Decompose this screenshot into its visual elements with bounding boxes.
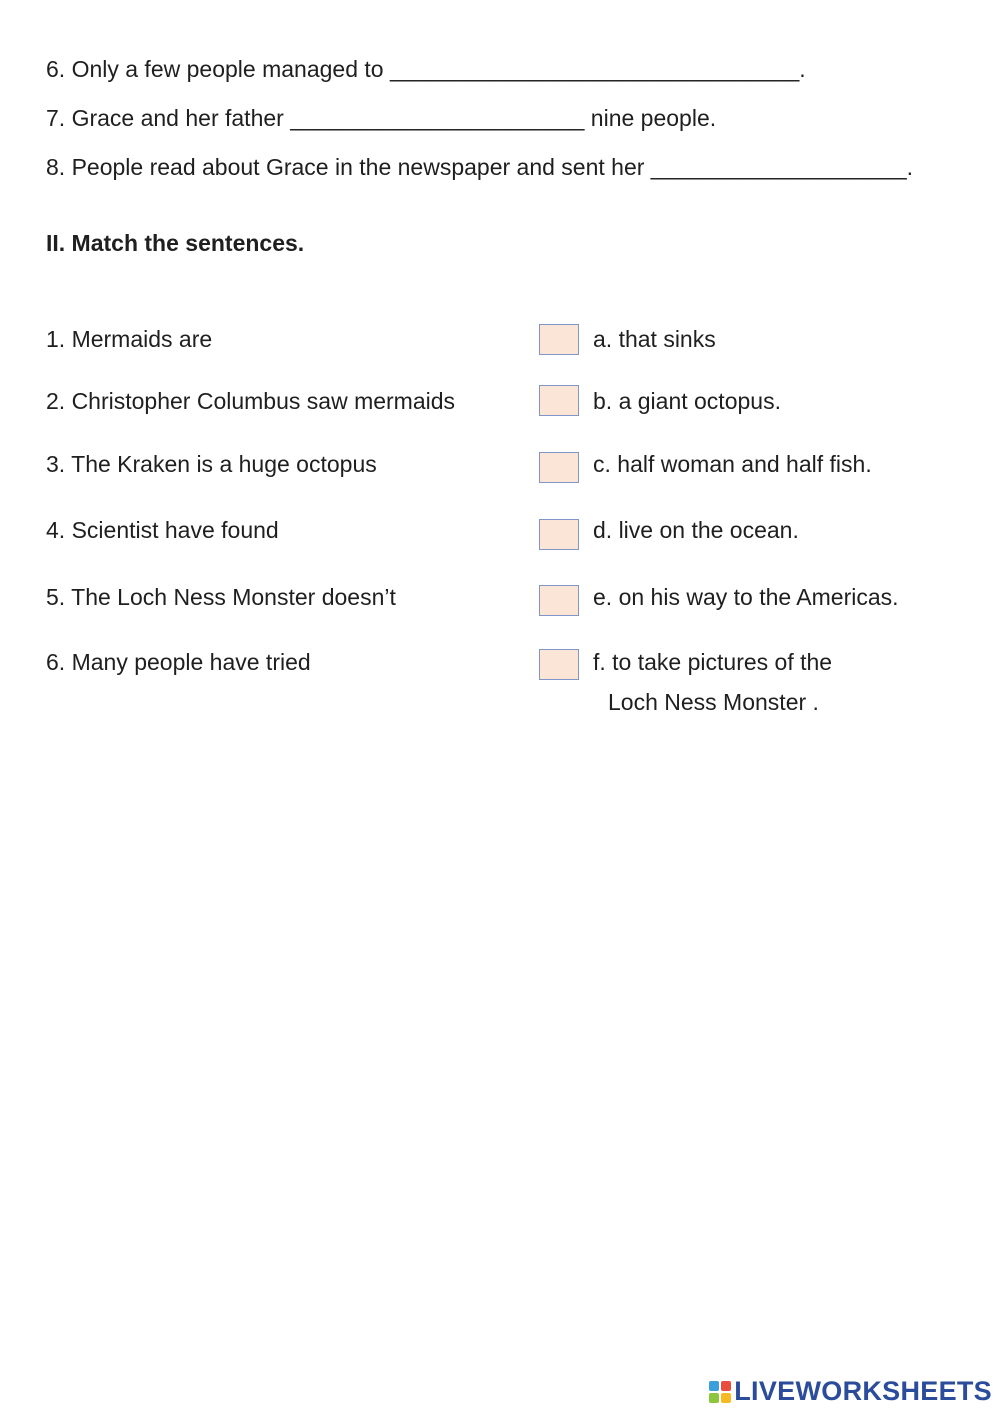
match-left-5: 5. The Loch Ness Monster doesn’t: [46, 584, 396, 610]
answer-box-4[interactable]: [539, 519, 579, 550]
fill-in-sentence-6: 6. Only a few people managed to ________________________________.: [46, 56, 806, 82]
liveworksheets-logo-icon: [709, 1381, 731, 1403]
match-left-6: 6. Many people have tried: [46, 649, 311, 675]
answer-box-2[interactable]: [539, 385, 579, 416]
match-right-f: f. to take pictures of the: [593, 649, 833, 675]
match-left-2: 2. Christopher Columbus saw mermaids: [46, 388, 456, 414]
match-left-3: 3. The Kraken is a huge octopus: [46, 451, 377, 477]
answer-box-5[interactable]: [539, 585, 579, 616]
match-right-a: a. that sinks: [593, 326, 716, 352]
match-right-e: e. on his way to the Americas.: [593, 584, 899, 610]
section-heading: II. Match the sentences.: [46, 230, 305, 256]
match-right-d: d. live on the ocean.: [593, 517, 799, 543]
answer-box-1[interactable]: [539, 324, 579, 355]
match-right-f-continuation: Loch Ness Monster .: [608, 689, 819, 715]
logo-text: LIVEWORKSHEETS: [734, 1376, 992, 1406]
match-right-b: b. a giant octopus.: [593, 388, 781, 414]
answer-box-6[interactable]: [539, 649, 579, 680]
answer-box-3[interactable]: [539, 452, 579, 483]
fill-in-sentence-7: 7. Grace and her father _______________________ nine people.: [46, 105, 717, 131]
fill-in-sentence-8: 8. People read about Grace in the newspaper and sent her ____________________.: [46, 154, 914, 180]
match-right-c: c. half woman and half fish.: [593, 451, 872, 477]
liveworksheets-logo: [709, 1376, 992, 1407]
match-left-1: 1. Mermaids are: [46, 326, 213, 352]
match-left-4: 4. Scientist have found: [46, 517, 279, 543]
